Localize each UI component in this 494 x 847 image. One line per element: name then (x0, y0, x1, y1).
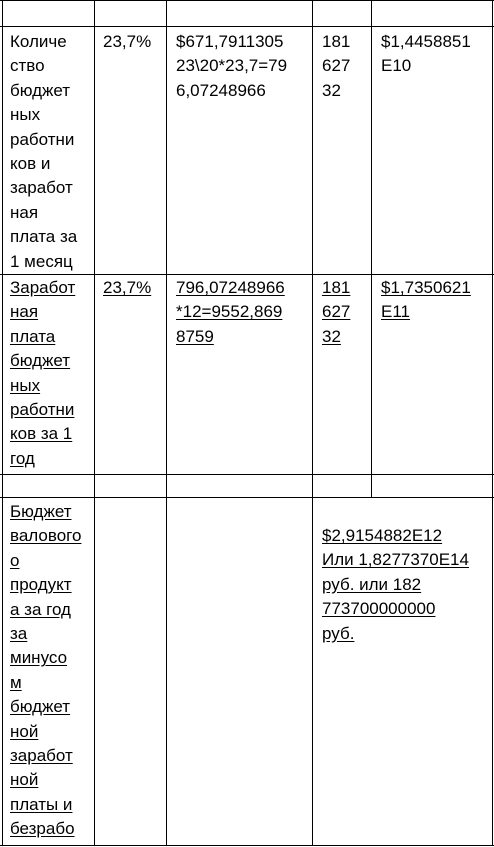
row1-total-cell: $1,4458851 E10 (381, 32, 471, 76)
row1-percent-cell: 23,7% (103, 32, 152, 51)
row2-total-cell: $1,7350621 E11 (381, 278, 471, 322)
table-border-right (492, 0, 493, 846)
table-border-top (0, 0, 494, 1)
row-divider (0, 274, 494, 275)
row-divider (0, 26, 494, 27)
table-border-bottom (0, 845, 494, 846)
row1-label-cell: Количе ство бюджет ных работни ков и заработ ная плата за 1 месяц (10, 32, 78, 271)
row3-label-cell: Бюджет валового о продукт а за год за минусо м бюджет ной заработ ной платы и безрабо (10, 502, 82, 839)
column-divider (94, 0, 95, 846)
row2-calc-cell: 796,07248966 *12=9552,869 8759 (176, 278, 285, 346)
row-divider (0, 474, 494, 475)
row2-label-cell: Заработ ная плата бюджет ных работни ков за 1 год (10, 278, 76, 468)
table-border-left (2, 0, 3, 846)
row-divider (0, 497, 494, 498)
row2-count-cell: 181 627 32 (322, 278, 351, 346)
column-divider (312, 0, 313, 846)
row1-calc-cell: $671,7911305 23\20*23,7=79 6,07248966 (176, 32, 288, 100)
column-divider (371, 0, 372, 498)
row2-percent-cell: 23,7% (103, 278, 152, 297)
row1-count-cell: 181 627 32 (322, 32, 351, 100)
column-divider (166, 0, 167, 846)
row3-result-cell: $2,9154882E12 Или 1,8277370E14 руб. или 182 773700000000 руб. (322, 526, 469, 643)
